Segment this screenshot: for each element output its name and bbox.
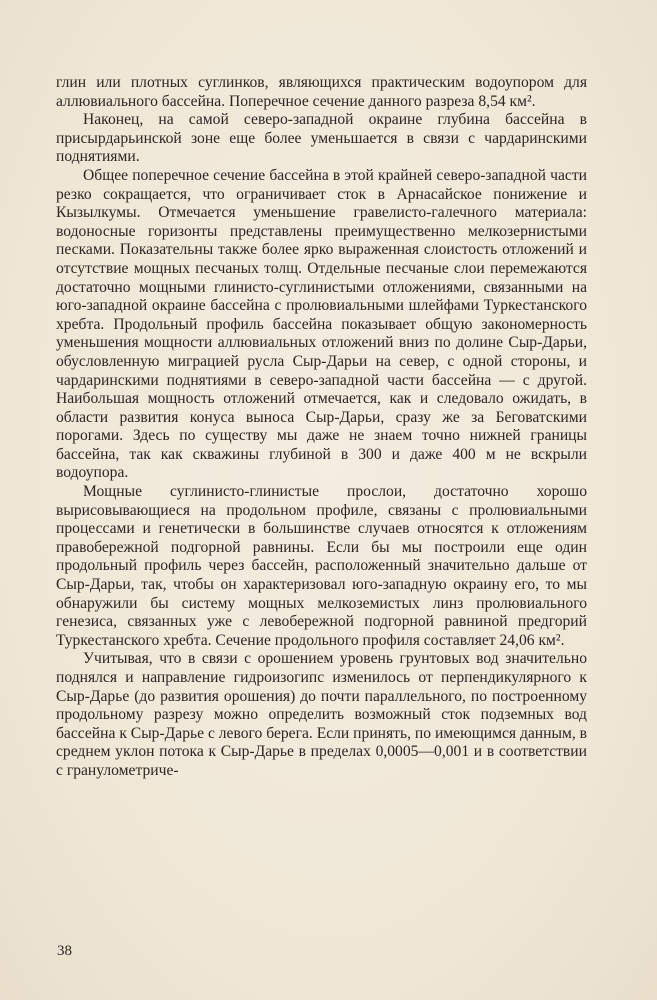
paragraph-4: Мощные суглинисто-глинистые прослои, достаточно хорошо вырисовывающиеся на продольном профиле, связаны с пролювиальными процессами и генетически в большинстве случаев относятся к отложениям правобережной подгорной равнины. Если бы мы построили еще один продольный профиль через бассейн, расположенный значительно дальше от Сыр-Дарьи, так, чтобы он характеризовал юго-западную окраину его, то мы обнаружили бы систему мощных мелкоземистых линз пролювиального генезиса, связанных уже с левобережной подгорной равниной предгорий Туркестанского хребта. Сечение продольного профиля составляет 24,06 км².: [56, 483, 587, 649]
paragraph-1: глин или плотных суглинков, являющихся практическим водоупором для аллювиального бассейна. Поперечное сечение данного разреза 8,54 км².: [56, 74, 587, 110]
body-text: [56, 74, 587, 781]
paragraph-2: Наконец, на самой северо-западной окраине глубина бассейна в присырдарьинской зоне еще более уменьшается в связи с чардаринскими поднятиями.: [56, 111, 587, 166]
page-number: 38: [57, 943, 72, 959]
paragraph-3: Общее поперечное сечение бассейна в этой крайней северо-западной части резко сокращается, что ограничивает сток в Арнасайское понижение и Кызылкумы. Отмечается уменьшение гравелисто-галечного материала: водоносные горизонты представлены преимущественно мелкозернистыми песками. Показательны также более ярко выраженная слоистость отложений и отсутствие мощных песчаных толщ. Отдельные песчаные слои перемежаются достаточно мощными глинисто-суглинистыми отложениями, связанными на юго-западной окраине бассейна с пролювиальными шлейфами Туркестанского хребта. Продольный профиль бассейна показывает общую закономерность уменьшения мощности аллювиальных отложений вниз по долине Сыр-Дарьи, обусловленную миграцией русла Сыр-Дарьи на север, с одной стороны, и чардаринскими поднятиями в северо-западной части бассейна — с другой. Наибольшая мощность отложений отмечается, как и следовало ожидать, в области развития конуса выноса Сыр-Дарьи, сразу же за Беговатскими порогами. Здесь по существу мы даже не знаем точно нижней границы бассейна, так как скважины глубиной в 300 и даже 400 м не вскрыли водоупора.: [56, 166, 587, 482]
paragraph-5: Учитывая, что в связи с орошением уровень грунтовых вод значительно поднялся и направление гидроизогипс изменилось от перпендикулярного к Сыр-Дарье (до развития орошения) до почти параллельного, по построенному продольному разрезу можно определить возможный сток подземных вод бассейна к Сыр-Дарье с левого берега. Если принять, по имеющимся данным, в среднем уклон потока к Сыр-Дарье в пределах 0,0005—0,001 и в соответствии с гранулометриче-: [56, 650, 587, 779]
